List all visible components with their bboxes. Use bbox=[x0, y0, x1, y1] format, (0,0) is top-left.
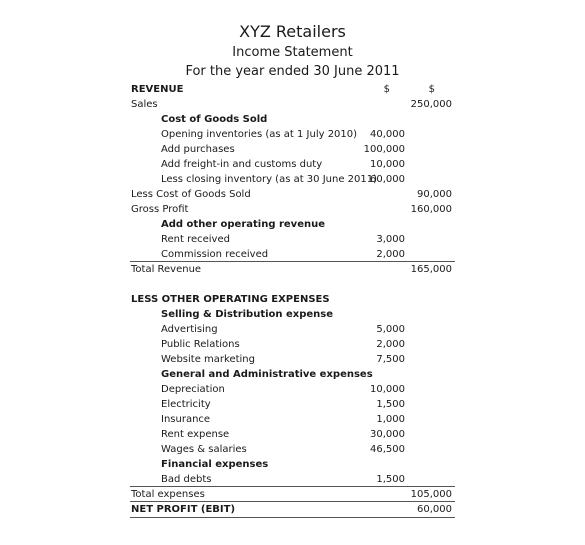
company-name: XYZ Retailers bbox=[239, 22, 346, 41]
selling-row-advertising bbox=[0, 322, 585, 337]
admin-item-amount: 30,000 bbox=[370, 429, 405, 440]
admin-item-label: Rent expense bbox=[161, 429, 230, 440]
currency-symbol-col1: $ bbox=[383, 84, 390, 95]
other-revenue-heading-row bbox=[0, 217, 585, 232]
selling-row-pr bbox=[0, 337, 585, 352]
other-revenue-item-amount: 2,000 bbox=[376, 249, 405, 260]
selling-heading: Selling & Distribution expense bbox=[161, 309, 334, 320]
cogs-item-amount: 60,000 bbox=[370, 174, 405, 185]
cogs-item-label: Opening inventories (as at 1 July 2010) bbox=[161, 129, 358, 140]
selling-item-label: Public Relations bbox=[161, 339, 240, 350]
admin-item-label: Insurance bbox=[161, 414, 211, 425]
sales-label: Sales bbox=[131, 99, 158, 110]
admin-row-electricity bbox=[0, 397, 585, 412]
selling-item-amount: 7,500 bbox=[376, 354, 405, 365]
other-revenue-item-label: Commission received bbox=[161, 249, 269, 260]
other-revenue-item-label: Rent received bbox=[161, 234, 230, 245]
total-revenue-row bbox=[0, 262, 585, 277]
admin-item-label: Wages & salaries bbox=[161, 444, 247, 455]
reporting-period: For the year ended 30 June 2011 bbox=[185, 64, 400, 79]
cogs-heading-row bbox=[0, 112, 585, 127]
cogs-row-purchases bbox=[0, 142, 585, 157]
net-profit-label: NET PROFIT (EBIT) bbox=[131, 504, 236, 515]
admin-row-insurance bbox=[0, 412, 585, 427]
other-revenue-row-rent bbox=[0, 232, 585, 247]
admin-row-rent bbox=[0, 427, 585, 442]
other-revenue-row-commission bbox=[0, 247, 585, 262]
cogs-item-amount: 40,000 bbox=[370, 129, 405, 140]
total-revenue-label: Total Revenue bbox=[131, 264, 202, 275]
selling-item-label: Website marketing bbox=[161, 354, 255, 365]
selling-row-web bbox=[0, 352, 585, 367]
selling-item-amount: 2,000 bbox=[376, 339, 405, 350]
admin-item-amount: 46,500 bbox=[370, 444, 405, 455]
cogs-item-amount: 10,000 bbox=[370, 159, 405, 170]
selling-heading-row bbox=[0, 307, 585, 322]
total-expenses-label: Total expenses bbox=[131, 489, 205, 500]
financial-item-amount: 1,500 bbox=[376, 474, 405, 485]
less-cogs-label: Less Cost of Goods Sold bbox=[131, 189, 251, 200]
net-profit-total: 60,000 bbox=[417, 504, 452, 515]
expenses-heading-row bbox=[0, 292, 585, 307]
currency-symbol-col2: $ bbox=[428, 84, 435, 95]
admin-item-amount: 10,000 bbox=[370, 384, 405, 395]
admin-item-label: Depreciation bbox=[161, 384, 225, 395]
cogs-item-label: Less closing inventory (as at 30 June 2011) bbox=[161, 174, 378, 185]
financial-item-label: Bad debts bbox=[161, 474, 212, 485]
cogs-row-freight bbox=[0, 157, 585, 172]
sales-total: 250,000 bbox=[410, 99, 452, 110]
admin-heading-row bbox=[0, 367, 585, 382]
admin-heading: General and Administrative expenses bbox=[161, 369, 373, 380]
selling-item-amount: 5,000 bbox=[376, 324, 405, 335]
cogs-item-label: Add freight-in and customs duty bbox=[161, 159, 323, 170]
expenses-heading: LESS OTHER OPERATING EXPENSES bbox=[131, 294, 330, 305]
selling-item-label: Advertising bbox=[161, 324, 218, 335]
admin-item-amount: 1,500 bbox=[376, 399, 405, 410]
admin-item-label: Electricity bbox=[161, 399, 211, 410]
revenue-heading-row bbox=[0, 82, 585, 97]
total-revenue-total: 165,000 bbox=[410, 264, 452, 275]
net-profit-bottom-rule bbox=[130, 517, 455, 518]
admin-row-wages bbox=[0, 442, 585, 457]
other-revenue-item-amount: 3,000 bbox=[376, 234, 405, 245]
financial-heading-row bbox=[0, 457, 585, 472]
revenue-heading: REVENUE bbox=[131, 84, 184, 95]
cogs-row-opening bbox=[0, 127, 585, 142]
cogs-row-closing bbox=[0, 172, 585, 187]
admin-row-depreciation bbox=[0, 382, 585, 397]
less-cogs-row bbox=[0, 187, 585, 202]
gross-profit-row bbox=[0, 202, 585, 217]
cogs-item-label: Add purchases bbox=[161, 144, 235, 155]
document-type: Income Statement bbox=[232, 45, 353, 60]
net-profit-row bbox=[0, 502, 585, 517]
total-expenses-total: 105,000 bbox=[410, 489, 452, 500]
cogs-item-amount: 100,000 bbox=[363, 144, 405, 155]
financial-row-bad-debts bbox=[0, 472, 585, 487]
financial-heading: Financial expenses bbox=[161, 459, 269, 470]
sales-row bbox=[0, 97, 585, 112]
other-revenue-heading: Add other operating revenue bbox=[161, 219, 325, 230]
less-cogs-total: 90,000 bbox=[417, 189, 452, 200]
admin-item-amount: 1,000 bbox=[376, 414, 405, 425]
gross-profit-total: 160,000 bbox=[410, 204, 452, 215]
total-expenses-row bbox=[0, 487, 585, 502]
gross-profit-label: Gross Profit bbox=[131, 204, 189, 215]
cogs-heading: Cost of Goods Sold bbox=[161, 114, 268, 125]
